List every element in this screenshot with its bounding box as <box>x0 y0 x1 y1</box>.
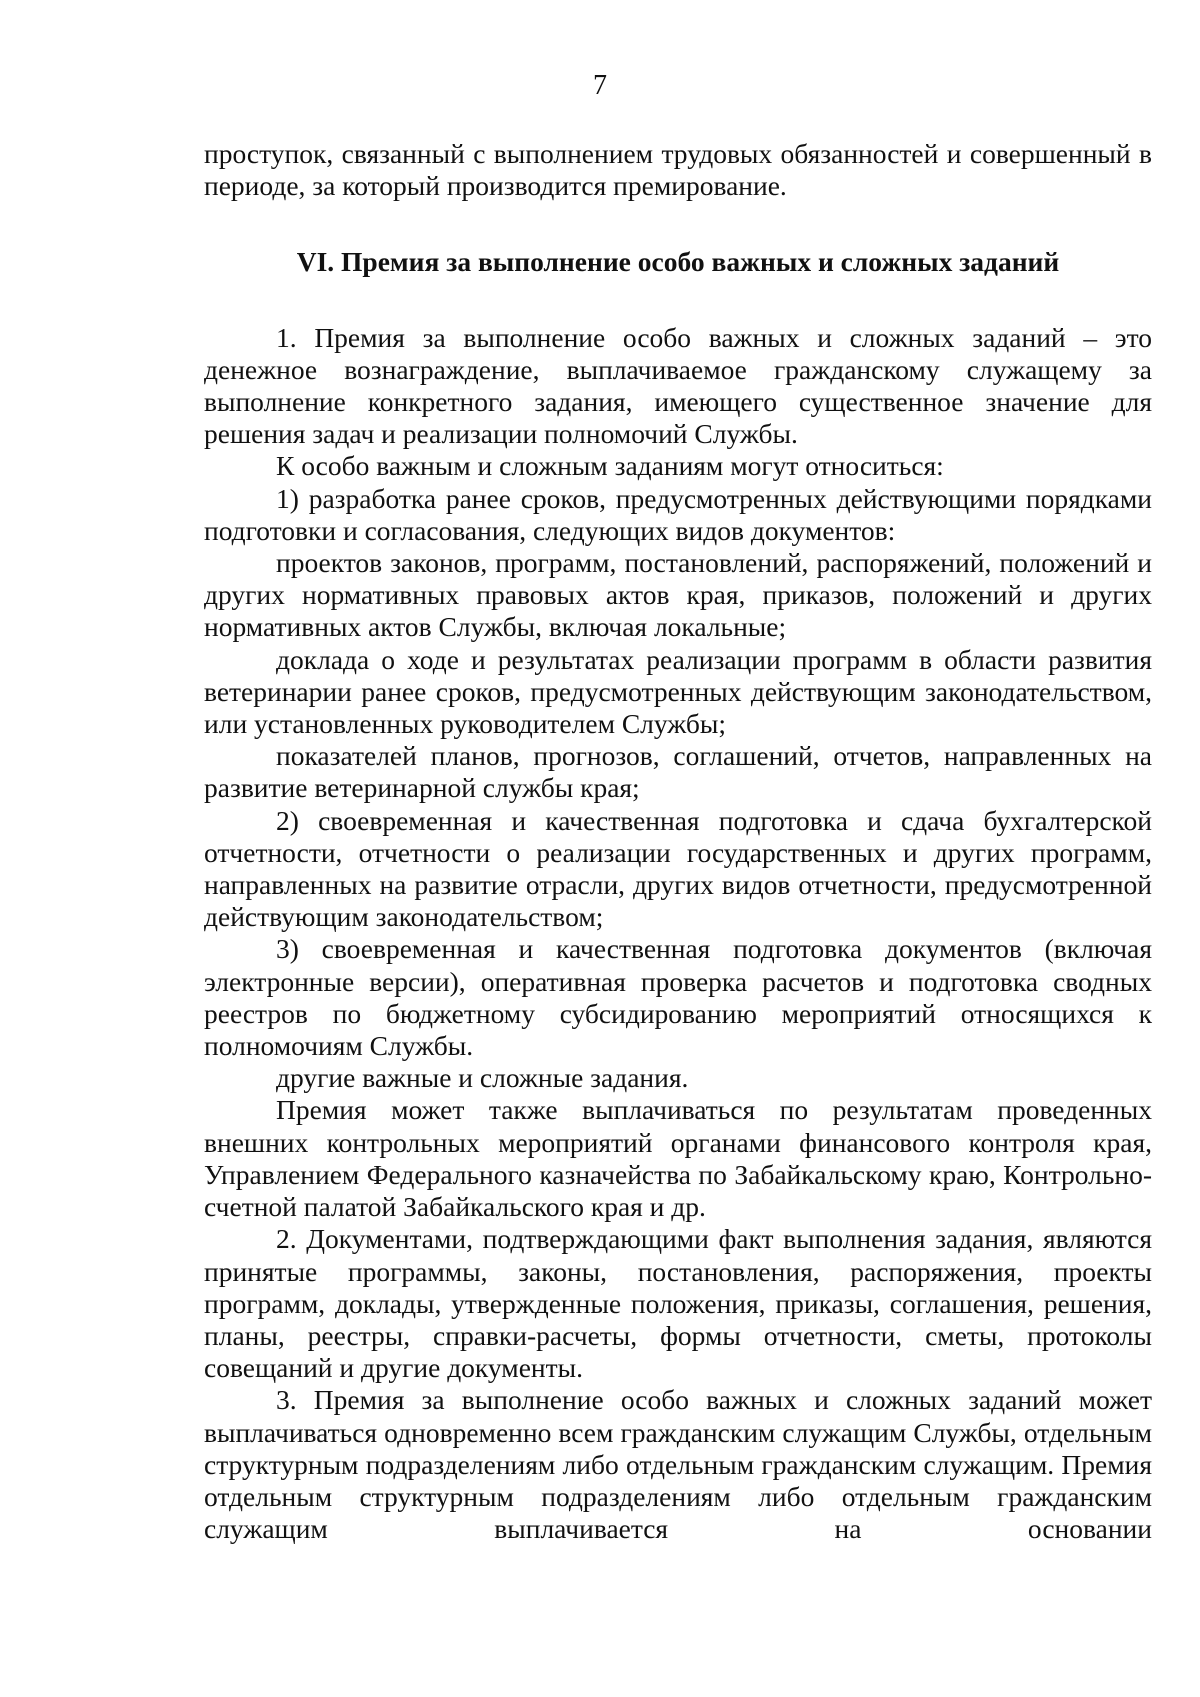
paragraph-3: 1) разработка ранее сроков, предусмотренных действующими порядками подготовки и согласования, следующих видов документов: <box>204 482 1152 546</box>
paragraph-9: другие важные и сложные задания. <box>276 1062 689 1094</box>
paragraph-1: 1. Премия за выполнение особо важных и сложных заданий – это денежное вознаграждение, выплачиваемое гражданскому служащему за выполнение конкретного задания, имеющего существенное значение для решения задач и реализации полномочий Службы. <box>204 321 1152 450</box>
paragraph-4: проектов законов, программ, постановлений, распоряжений, положений и других нормативных правовых актов края, приказов, положений и других нормативных актов Службы, включая локальные; <box>204 547 1152 643</box>
paragraph-10: Премия может также выплачиваться по результатам проведенных внешних контрольных мероприятий органами финансового контроля края, Управлением Федерального казначейства по Забайкальскому краю, Контрольно-счетной палатой Забайкальского края и др. <box>204 1094 1152 1223</box>
page-number: 7 <box>593 70 607 101</box>
paragraph-12: 3. Премия за выполнение особо важных и сложных заданий может выплачиваться одновременно всем гражданским служащим Службы, отдельным структурным подразделениям либо отдельным гражданским служащим. Премия отдельным структурным подразделениям либо отдельным гражданским служащим выплачивается на основании <box>204 1384 1152 1545</box>
paragraph-8: 3) своевременная и качественная подготовка документов (включая электронные версии), оперативная проверка расчетов и подготовка сводных реестров по бюджетному субсидированию мероприятий относящихся к полномочиям Службы. <box>204 933 1152 1062</box>
opening-paragraph: проступок, связанный с выполнением трудовых обязанностей и совершенный в периоде, за который производится премирование. <box>204 138 1152 202</box>
paragraph-2: К особо важным и сложным заданиям могут относиться: <box>276 450 944 482</box>
document-body <box>204 138 1152 1545</box>
paragraph-6: показателей планов, прогнозов, соглашений, отчетов, направленных на развитие ветеринарной службы края; <box>204 740 1152 804</box>
section-heading: VI. Премия за выполнение особо важных и сложных заданий <box>296 246 1060 278</box>
paragraph-5: доклада о ходе и результатах реализации программ в области развития ветеринарии ранее сроков, предусмотренных действующим законодательством, или установленных руководителем Службы; <box>204 643 1152 740</box>
paragraph-7: 2) своевременная и качественная подготовка и сдача бухгалтерской отчетности, отчетности о реализации государственных и других программ, направленных на развитие отрасли, других видов отчетности, предусмотренной действующим законодательством; <box>204 804 1152 933</box>
paragraph-11: 2. Документами, подтверждающими факт выполнения задания, являются принятые программы, законы, постановления, распоряжения, проекты программ, доклады, утвержденные положения, приказы, соглашения, решения, планы, реестры, справки-расчеты, формы отчетности, сметы, протоколы совещаний и другие документы. <box>204 1223 1152 1384</box>
